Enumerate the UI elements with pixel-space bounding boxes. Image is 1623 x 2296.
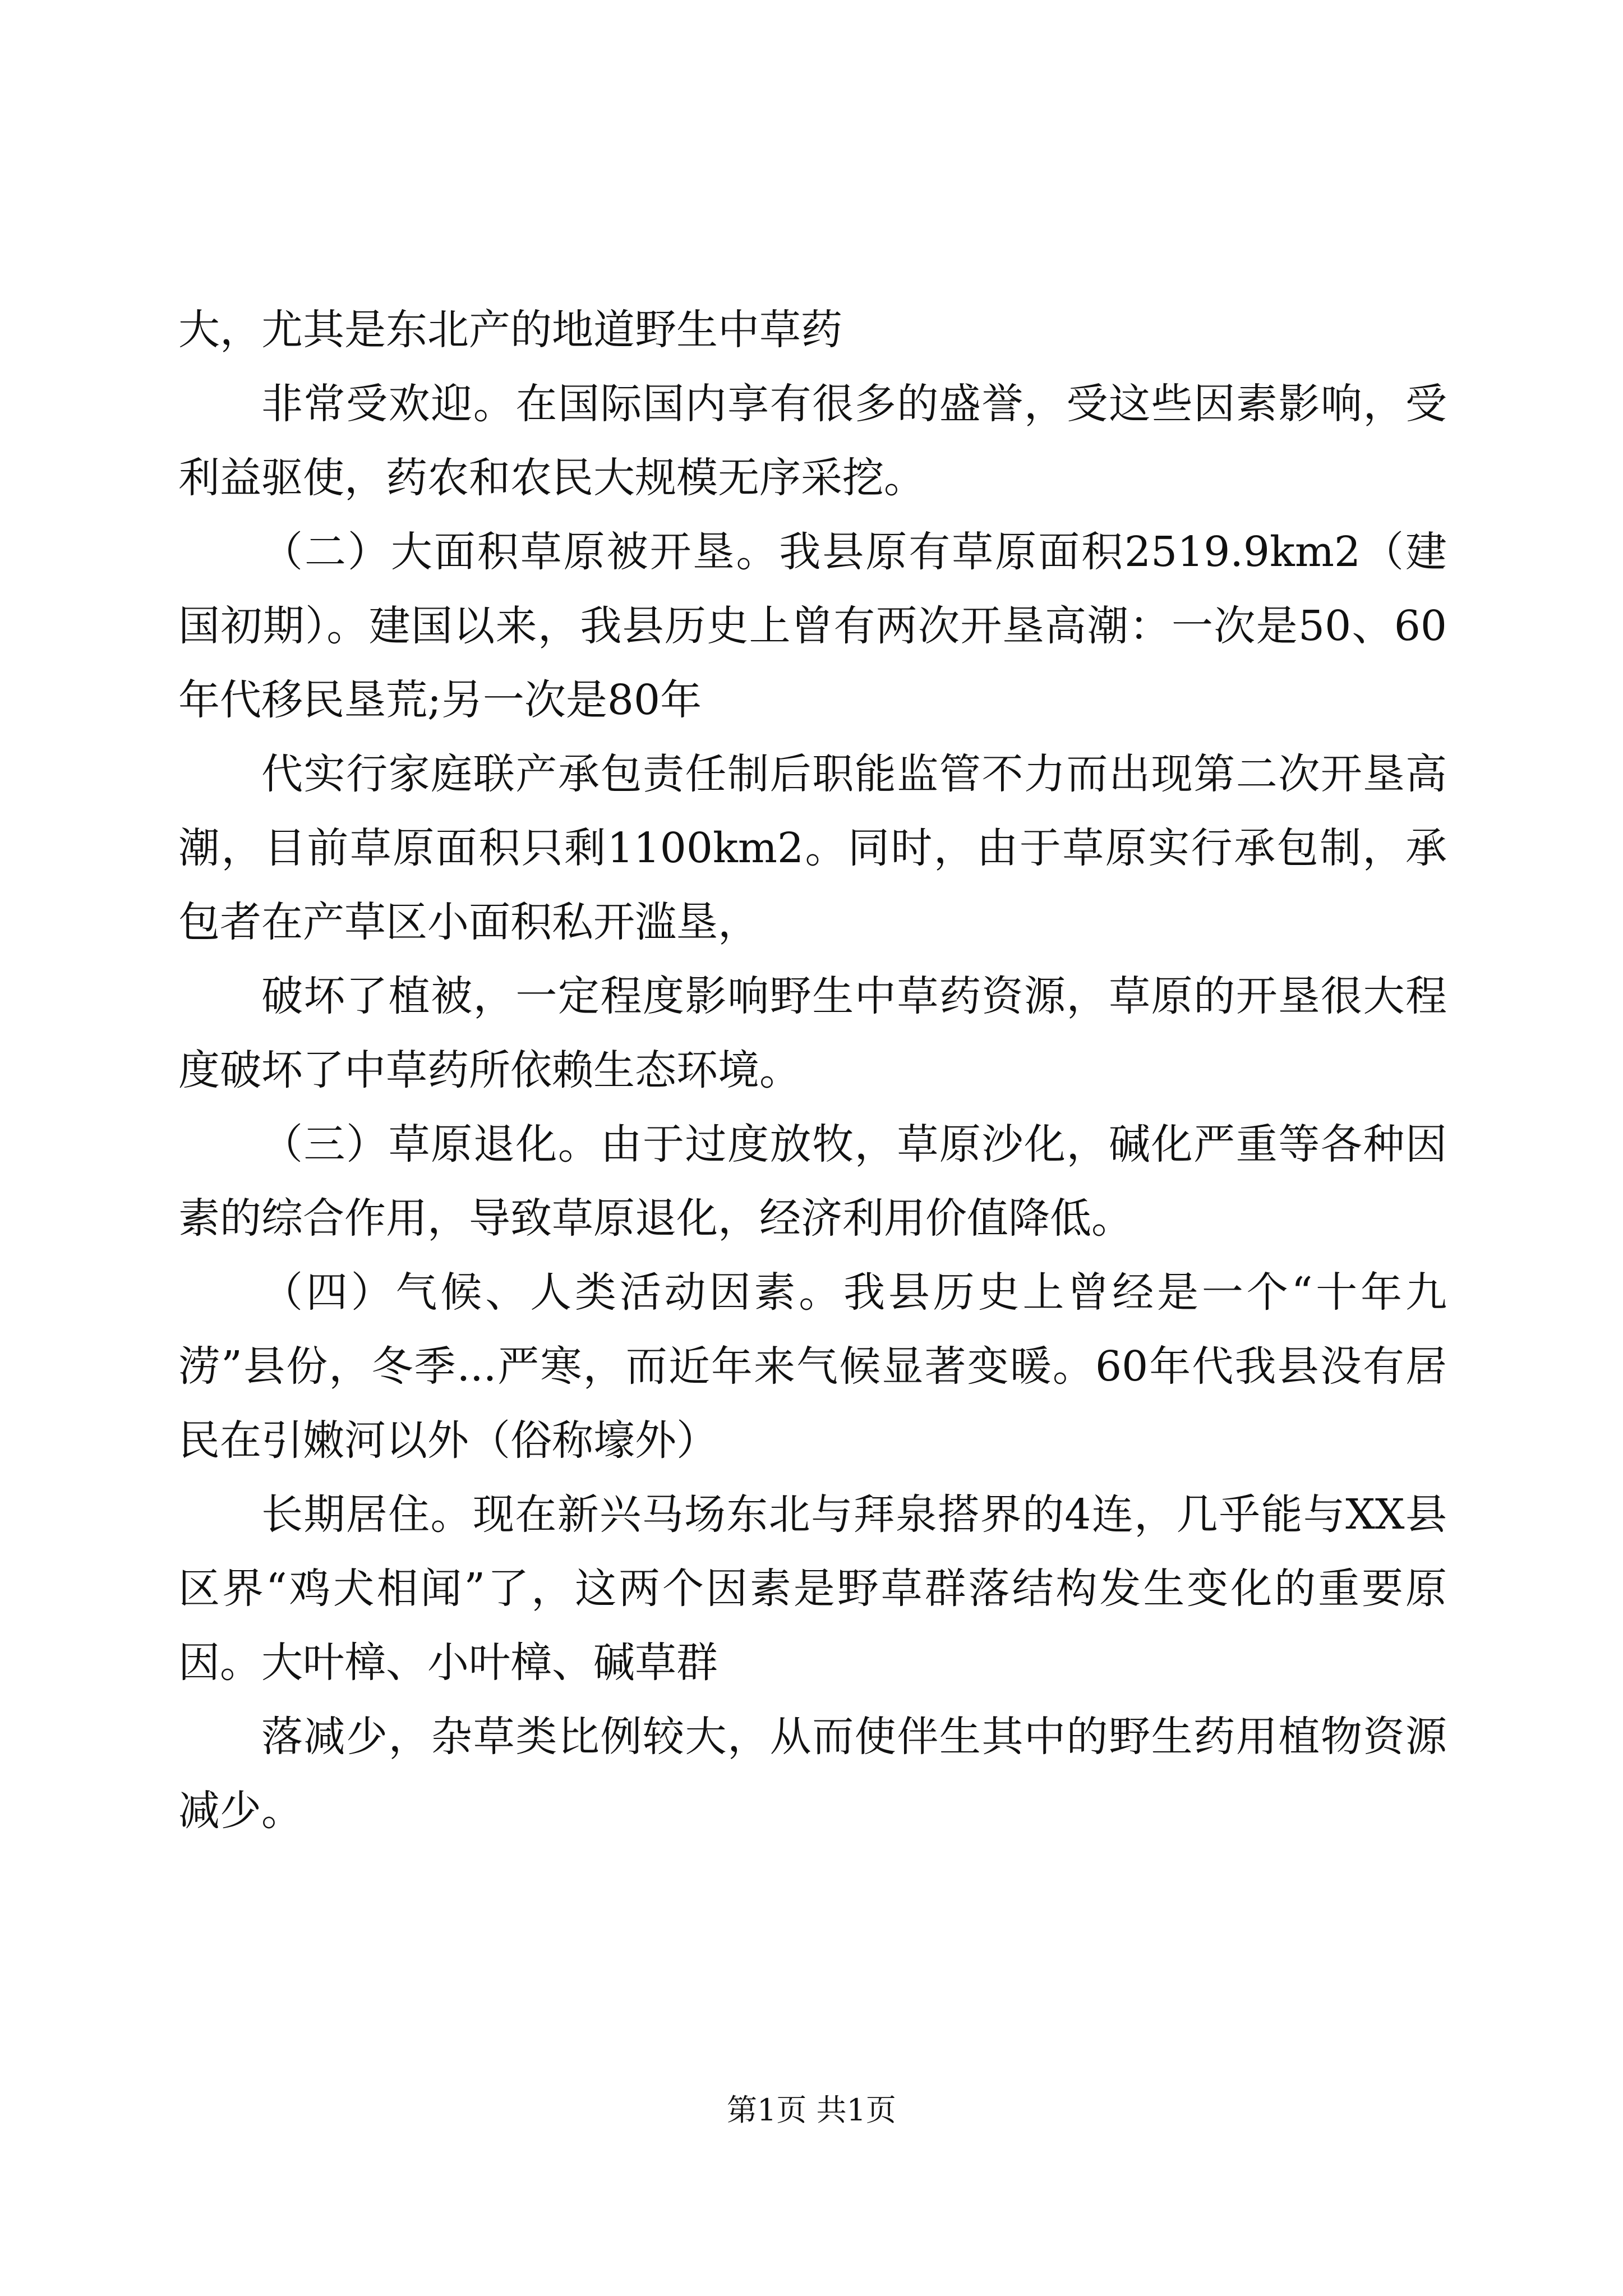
paragraph: （三）草原退化。由于过度放牧，草原沙化，碱化严重等各种因素的综合作用，导致草原退化，经济利用价值降低。 [178, 1120, 1447, 1243]
paragraph: （四）气候、人类活动因素。我县历史上曾经是一个“十年九涝”县份，冬季...严寒，而近年来气候显著变暖。60年代我县没有居民在引嫩河以外（俗称壕外） [178, 1268, 1447, 1465]
paragraph: 落减少，杂草类比例较大，从而使伴生其中的野生药用植物资源减少。 [178, 1713, 1447, 1835]
paragraph: 非常受欢迎。在国际国内享有很多的盛誉，受这些因素影响，受利益驱使，药农和农民大规模无序采挖。 [178, 380, 1447, 502]
paragraph: 破坏了植被，一定程度影响野生中草药资源，草原的开垦很大程度破坏了中草药所依赖生态环境。 [178, 972, 1447, 1094]
paragraph: （二）大面积草原被开垦。我县原有草原面积2519.9km2（建国初期）。建国以来，我县历史上曾有两次开垦高潮：一次是50、60年代移民垦荒;另一次是80年 [178, 528, 1447, 724]
paragraph: 代实行家庭联产承包责任制后职能监管不力而出现第二次开垦高潮，目前草原面积只剩1100km2。同时，由于草原实行承包制，承包者在产草区小面积私开滥垦， [178, 750, 1447, 946]
body-text [178, 293, 1447, 1848]
paragraph: 大，尤其是东北产的地道野生中草药 [178, 306, 842, 354]
paragraph: 长期居住。现在新兴马场东北与拜泉搭界的4连，几乎能与XX县区界“鸡犬相闻”了，这两个因素是野草群落结构发生变化的重要原因。大叶樟、小叶樟、碱草群 [178, 1490, 1447, 1687]
page-footer [0, 2088, 1623, 2133]
page-number: 第1页 共1页 [727, 2092, 896, 2128]
